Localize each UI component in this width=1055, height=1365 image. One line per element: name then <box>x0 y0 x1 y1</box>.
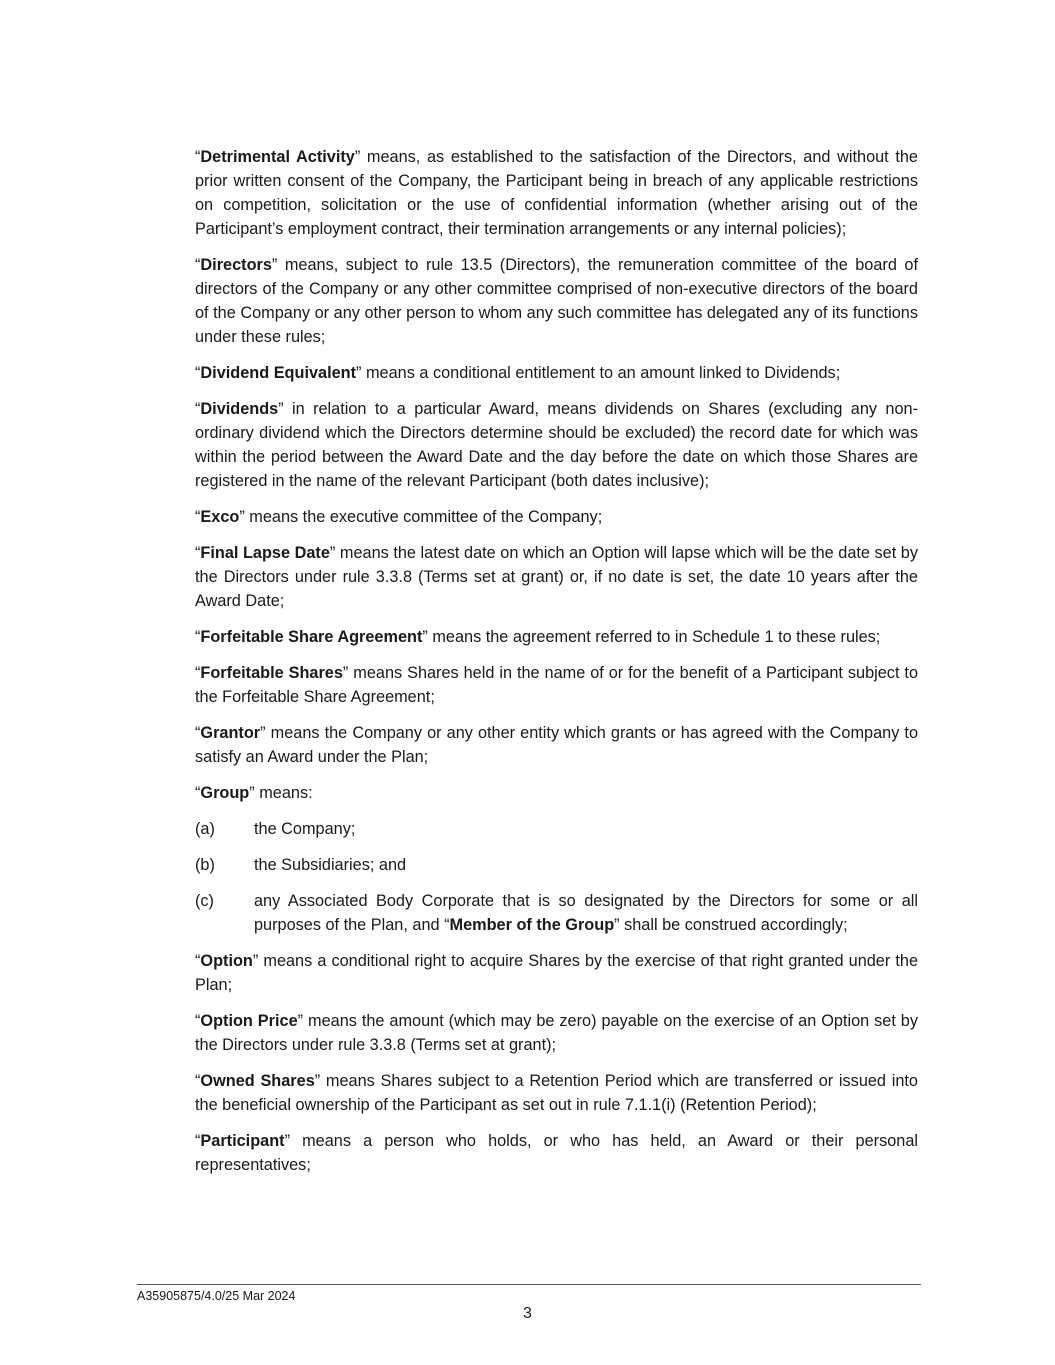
page-number: 3 <box>523 1305 532 1322</box>
definition-directors: “Directors” means, subject to rule 13.5 (Directors), the remuneration committee of the board of directors of the Company or any other committee comprised of non-executive directors of the board of the Company or any other person to whom any such committee has delegated any of its functions under these rules; <box>195 256 918 346</box>
defined-term: Member of the Group <box>449 916 615 934</box>
definition-text: means the latest date on which an Option will lapse which will be the date set by the Directors under rule 3.3.8 (Terms set at grant) or, if no date is set, the date 10 years after the Award Date; <box>195 544 918 610</box>
footer-document-reference: A35905875/4.0/25 Mar 2024 <box>137 1289 296 1303</box>
list-text-before: any Associated Body Corporate that is so designated by the Directors for some or all purposes of the Plan, and “ <box>254 892 918 934</box>
document-body <box>195 145 918 1189</box>
defined-term: Forfeitable Share Agreement <box>200 628 423 646</box>
defined-term: Detrimental Activity <box>200 148 355 166</box>
list-text: the Company; <box>254 820 356 838</box>
definition-group: “Group” means: <box>195 784 313 802</box>
defined-term: Final Lapse Date <box>200 544 330 562</box>
definition-text: means, as established to the satisfaction of the Directors, and without the prior written consent of the Company, the Participant being in breach of any applicable restrictions on competition, solicitation or the use of confidential information (whether arising out of the Participant’s employment contract, their termination arrangements or any internal policies); <box>195 148 918 238</box>
definition-text: in relation to a particular Award, means dividends on Shares (excluding any non-ordinary dividend which the Directors determine should be excluded) the record date for which was within the period between the Award Date and the day before the date on which those Shares are registered in the name of the relevant Participant (both dates inclusive); <box>195 400 918 490</box>
defined-term: Option <box>200 952 253 970</box>
defined-term: Option Price <box>200 1012 298 1030</box>
definition-text: means a conditional entitlement to an amount linked to Dividends; <box>361 364 841 382</box>
definition-grantor: “Grantor” means the Company or any other entity which grants or has agreed with the Company to satisfy an Award under the Plan; <box>195 724 918 766</box>
defined-term: Group <box>200 784 250 802</box>
definition-participant: “Participant” means a person who holds, or who has held, an Award or their personal representatives; <box>195 1132 918 1174</box>
definition-text: means: <box>254 784 313 802</box>
definition-text: means, subject to rule 13.5 (Directors), the remuneration committee of the board of directors of the Company or any other committee comprised of non-executive directors of the board of the Company or any other person to whom any such committee has delegated any of its functions under these rules; <box>195 256 918 346</box>
definition-option: “Option” means a conditional right to acquire Shares by the exercise of that right granted under the Plan; <box>195 952 918 994</box>
definition-text: means the executive committee of the Company; <box>244 508 603 526</box>
definition-exco: “Exco” means the executive committee of the Company; <box>195 508 603 526</box>
defined-term: Forfeitable Shares <box>200 664 343 682</box>
defined-term: Directors <box>200 256 272 274</box>
list-text: the Subsidiaries; and <box>254 856 407 874</box>
definition-final-lapse-date: “Final Lapse Date” means the latest date on which an Option will lapse which will be the date set by the Directors under rule 3.3.8 (Terms set at grant) or, if no date is set, the date 10 years after the Award Date; <box>195 544 918 610</box>
group-list-item <box>195 817 918 841</box>
definition-owned-shares: “Owned Shares” means Shares subject to a Retention Period which are transferred or issued into the beneficial ownership of the Participant as set out in rule 7.1.1(i) (Retention Period); <box>195 1072 918 1114</box>
defined-term: Exco <box>200 508 240 526</box>
defined-term: Dividends <box>200 400 279 418</box>
definition-dividend-equivalent: “Dividend Equivalent” means a conditional entitlement to an amount linked to Dividends; <box>195 364 841 382</box>
list-label: (a) <box>195 820 215 838</box>
list-text <box>254 889 918 937</box>
footer-divider <box>137 1284 921 1285</box>
definition-option-price: “Option Price” means the amount (which may be zero) payable on the exercise of an Option set by the Directors under rule 3.3.8 (Terms set at grant); <box>195 1012 918 1054</box>
list-label: (c) <box>195 892 214 910</box>
definition-text: means a person who holds, or who has held, an Award or their personal representatives; <box>195 1132 918 1174</box>
defined-term: Grantor <box>200 724 261 742</box>
defined-term: Participant <box>200 1132 285 1150</box>
definition-text: means the Company or any other entity which grants or has agreed with the Company to satisfy an Award under the Plan; <box>195 724 918 766</box>
definition-dividends: “Dividends” in relation to a particular Award, means dividends on Shares (excluding any non-ordinary dividend which the Directors determine should be excluded) the record date for which was within the period between the Award Date and the day before the date on which those Shares are registered in the name of the relevant Participant (both dates inclusive); <box>195 400 918 490</box>
definition-text: means the amount (which may be zero) payable on the exercise of an Option set by the Directors under rule 3.3.8 (Terms set at grant); <box>195 1012 918 1054</box>
definition-text: means the agreement referred to in Schedule 1 to these rules; <box>427 628 881 646</box>
list-text-after: ” shall be construed accordingly; <box>614 916 848 934</box>
definition-text: means Shares held in the name of or for the benefit of a Participant subject to the Forfeitable Share Agreement; <box>195 664 918 706</box>
definition-forfeitable-share-agreement: “Forfeitable Share Agreement” means the agreement referred to in Schedule 1 to these rules; <box>195 628 881 646</box>
definition-text: means a conditional right to acquire Shares by the exercise of that right granted under the Plan; <box>195 952 918 994</box>
definition-detrimental-activity: “Detrimental Activity” means, as established to the satisfaction of the Directors, and without the prior written consent of the Company, the Participant being in breach of any applicable restrictions on competition, solicitation or the use of confidential information (whether arising out of the Participant’s employment contract, their termination arrangements or any internal policies); <box>195 148 918 238</box>
group-list-item <box>195 889 918 937</box>
list-label: (b) <box>195 856 215 874</box>
definition-text: means Shares subject to a Retention Period which are transferred or issued into the beneficial ownership of the Participant as set out in rule 7.1.1(i) (Retention Period); <box>195 1072 918 1114</box>
group-list-item <box>195 853 918 877</box>
defined-term: Owned Shares <box>200 1072 315 1090</box>
defined-term: Dividend Equivalent <box>200 364 357 382</box>
definition-forfeitable-shares: “Forfeitable Shares” means Shares held in the name of or for the benefit of a Participant subject to the Forfeitable Share Agreement; <box>195 664 918 706</box>
